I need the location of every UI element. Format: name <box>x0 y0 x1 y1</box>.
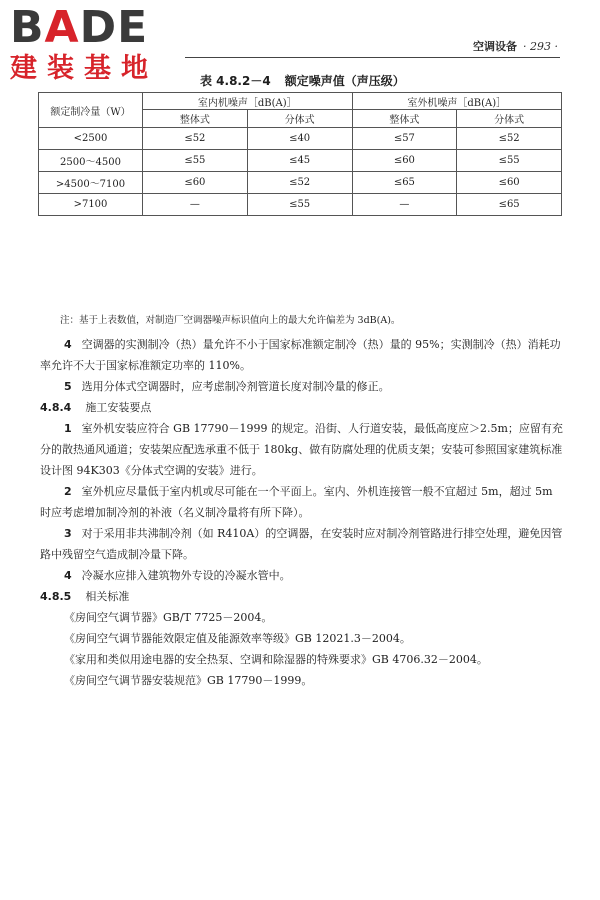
header-indoor-noise: 室内机噪声［dB(A)］ <box>143 93 353 110</box>
cell-indoor-whole: ≤55 <box>143 150 248 172</box>
cell-outdoor-split: ≤65 <box>457 194 562 216</box>
cell-indoor-whole: ≤52 <box>143 128 248 150</box>
table-row <box>39 172 562 194</box>
header-outdoor-whole: 整体式 <box>352 110 457 128</box>
item-4: 4 空调器的实测制冷（热）量允许不小于国家标准额定制冷（热）量的 95%；实测制冷（热）消耗功率允许不大于国家标准额定功率的 110%。 <box>40 338 561 372</box>
table-note: 注：基于上表数值，对制造厂空调器噪声标识值向上的最大允许偏差为 3dB(A)。 <box>60 315 401 326</box>
logo-subtitle: 建装基地 <box>10 53 158 84</box>
running-head-section: 空调设备 <box>473 40 518 53</box>
logo-wordmark: BADE <box>10 2 149 53</box>
running-head <box>473 38 558 54</box>
table-number: 表 4.8.2－4 <box>200 74 271 88</box>
cell-indoor-split: ≤55 <box>247 194 352 216</box>
install-item-1: 1 室外机安装应符合 GB 17790－1999 的规定。沿街、人行道安装，最低高度应＞2.5m；应留有充分的散热通风通道；安装架应配选承重不低于 180kg、做有防腐处理的优质支架；安装可参照国家建筑标准设计图 94K303《分体式空调的安装》进行。 <box>40 422 563 477</box>
standard-item: 《家用和类似用途电器的安全热泵、空调和除湿器的特殊要求》GB 4706.32－2004。 <box>64 653 488 666</box>
body-text <box>40 334 564 691</box>
table-title: 额定噪声值（声压级） <box>284 74 405 88</box>
table-row <box>39 150 562 172</box>
table-caption <box>200 72 405 89</box>
standard-item: 《房间空气调节器安装规范》GB 17790－1999。 <box>64 674 313 687</box>
cell-outdoor-split: ≤52 <box>457 128 562 150</box>
cell-outdoor-whole: — <box>352 194 457 216</box>
header-outdoor-split: 分体式 <box>457 110 562 128</box>
item-5: 5 选用分体式空调器时，应考虑制冷剂管道长度对制冷量的修正。 <box>64 380 390 393</box>
cell-indoor-whole: ≤60 <box>143 172 248 194</box>
cell-indoor-split: ≤45 <box>247 150 352 172</box>
noise-table <box>38 92 562 216</box>
cell-indoor-split: ≤52 <box>247 172 352 194</box>
cell-indoor-split: ≤40 <box>247 128 352 150</box>
install-item-3: 3 对于采用非共沸制冷剂（如 R410A）的空调器，在安装时应对制冷剂管路进行排空处理，避免因管路中残留空气造成制冷量下降。 <box>40 527 563 561</box>
standard-item: 《房间空气调节器》GB/T 7725－2004。 <box>64 611 273 624</box>
table-row <box>39 194 562 216</box>
cell-range: <2500 <box>39 128 143 150</box>
page-number: · 293 · <box>523 40 558 53</box>
install-item-4: 4 冷凝水应排入建筑物外专设的冷凝水管中。 <box>64 569 291 582</box>
cell-outdoor-whole: ≤60 <box>352 150 457 172</box>
cell-outdoor-whole: ≤57 <box>352 128 457 150</box>
header-capacity: 额定制冷量（W） <box>39 93 143 128</box>
section-4-8-4-heading: 4.8.4 施工安装要点 <box>40 401 152 414</box>
cell-range: 2500～4500 <box>39 150 143 172</box>
header-indoor-split: 分体式 <box>247 110 352 128</box>
cell-outdoor-split: ≤60 <box>457 172 562 194</box>
bade-logo <box>10 2 185 92</box>
cell-indoor-whole: — <box>143 194 248 216</box>
cell-outdoor-split: ≤55 <box>457 150 562 172</box>
cell-range: >7100 <box>39 194 143 216</box>
cell-range: >4500～7100 <box>39 172 143 194</box>
table-header-row <box>39 93 562 110</box>
cell-outdoor-whole: ≤65 <box>352 172 457 194</box>
standard-item: 《房间空气调节器能效限定值及能源效率等级》GB 12021.3－2004。 <box>64 632 411 645</box>
header-rule <box>185 57 560 58</box>
section-4-8-5-heading: 4.8.5 相关标准 <box>40 590 130 603</box>
header-outdoor-noise: 室外机噪声［dB(A)］ <box>352 93 562 110</box>
table-row <box>39 128 562 150</box>
install-item-2: 2 室外机应尽量低于室内机或尽可能在一个平面上。室内、外机连接管一般不宜超过 5m，超过 5m 时应考虑增加制冷剂的补液（名义制冷量将有所下降）。 <box>40 485 553 519</box>
header-indoor-whole: 整体式 <box>143 110 248 128</box>
